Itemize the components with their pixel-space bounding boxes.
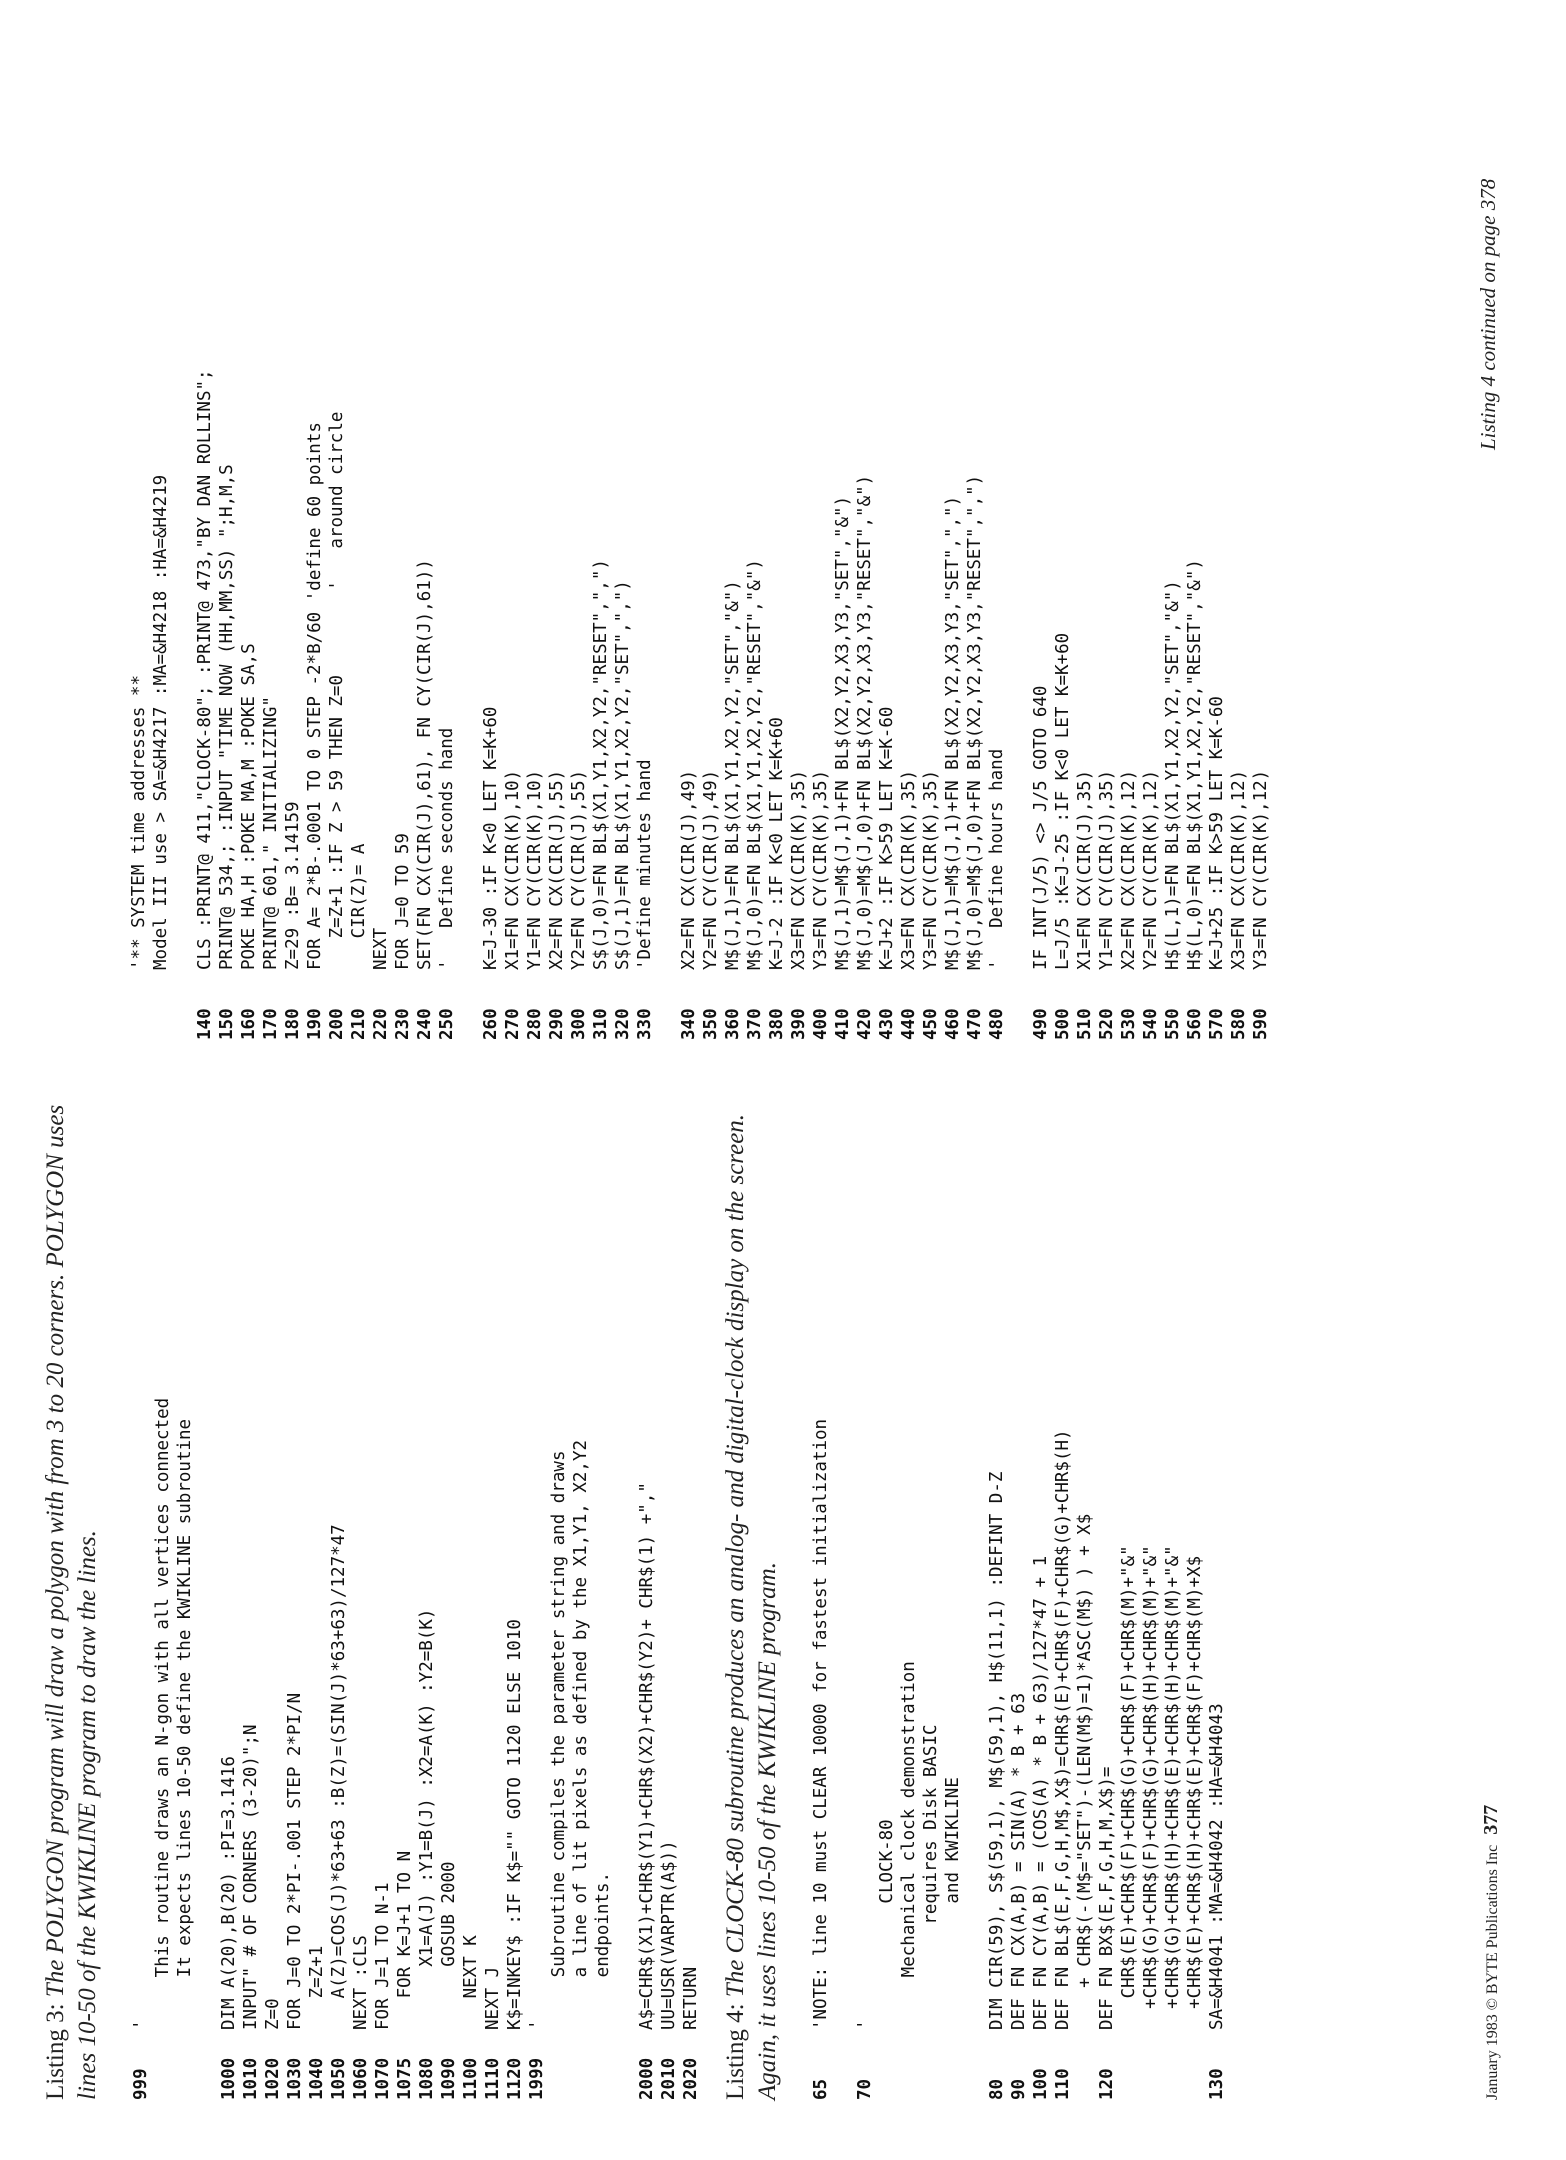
code-line [326,369,348,1040]
code-line [942,369,964,1040]
line-number: 570 [1207,1008,1227,1040]
line-code: X1=FN CX(CIR(J),35) [1075,769,1095,970]
code-line [460,1398,482,2100]
code-line [172,369,194,1040]
line-code: Model III use > SA=&H4217 :MA=&H4218 :HA=&H4219 [151,474,171,970]
line-number: 160 [239,1008,259,1040]
line-number: 480 [987,1008,1007,1040]
code-line [854,369,876,1040]
line-code: K=J-2 :IF K<0 LET K=K+60 [767,717,787,970]
code-line [920,1419,942,2100]
code-line [810,369,832,1040]
line-number: 1075 [395,2057,415,2100]
line-code: ' Define seconds hand [437,727,457,970]
line-code: H$(L,0)=FN BL$(X1,Y1,X2,Y2,"RESET","&") [1185,559,1205,970]
code-line [1140,1419,1162,2100]
line-number: 1010 [241,2057,261,2100]
code-line [1140,369,1162,1040]
line-number: 90 [1009,2078,1029,2100]
line-number: 430 [877,1008,897,1040]
line-code: DEF FN CY(A,B) = (COS(A) * B + 63)/127*47 + 1 [1031,1555,1051,2030]
line-number: 1999 [527,2057,547,2100]
code-line [218,1398,240,2100]
line-code: CHR$(E)+CHR$(F)+CHR$(G)+CHR$(F)+CHR$(M)+"&" [1119,1545,1139,2030]
code-line [1052,369,1074,1040]
code-line [832,1419,854,2100]
code-line [216,369,238,1040]
line-number: 510 [1075,1008,1095,1040]
line-number: 320 [613,1008,633,1040]
line-code: +CHR$(E)+CHR$(H)+CHR$(E)+CHR$(F)+CHR$(M)+X$ [1185,1555,1205,2030]
continued-note: Listing 4 continued on page 378 [1476,178,1500,450]
line-number: 1000 [219,2057,239,2100]
line-number: 380 [767,1008,787,1040]
line-code: GOSUB 2000 [439,1861,459,2030]
line-number: 530 [1119,1008,1139,1040]
code-line [1206,369,1228,1040]
code-line [526,1398,548,2100]
code-line [196,1398,218,2100]
code-line [876,1419,898,2100]
code-line [1008,1419,1030,2100]
code-line [678,369,700,1040]
line-code: DEF FN BL$(E,F,G,H,M$,X$)=CHR$(E)+CHR$(F)+CHR$(G)+CHR$(H) [1053,1429,1073,2030]
code-line [1096,1419,1118,2100]
code-line [128,369,150,1040]
line-number: 270 [503,1008,523,1040]
code-line [1052,1419,1074,2100]
line-code: M$(J,1)=FN BL$(X1,Y1,X2,Y2,"SET","&") [723,580,743,970]
page-number: 377 [1480,1804,1502,1835]
line-code: ' Define hours hand [987,748,1007,970]
line-code: Subroutine compiles the parameter string and draws [549,1450,569,2030]
line-code: Y3=FN CY(CIR(K),12) [1251,769,1271,970]
code-line [722,369,744,1040]
code-line [898,1419,920,2100]
line-code: It expects lines 10-50 define the KWIKLINE subroutine [175,1418,195,2030]
code-line [240,1398,262,2100]
line-number: 390 [789,1008,809,1040]
line-code: S$(J,0)=FN BL$(X1,Y1,X2,Y2,"RESET",",") [591,559,611,970]
line-code: M$(J,1)=M$(J,1)+FN BL$(X2,Y2,X3,Y3,"SET","&") [833,495,853,970]
line-code: Z=0 [263,1998,283,2030]
listing4-code-right [128,369,1272,1040]
code-line [1228,369,1250,1040]
code-line [284,1398,306,2100]
code-line [394,1398,416,2100]
code-line [1074,369,1096,1040]
line-number: 1070 [373,2057,393,2100]
code-line [964,1419,986,2100]
code-line [372,1398,394,2100]
line-code: X2=FN CX(CIR(J),55) [547,769,567,970]
line-code: NEXT :CLS [351,1935,371,2030]
line-code: M$(J,0)=M$(J,0)+FN BL$(X2,Y2,X3,Y3,"RESET",",") [965,474,985,970]
listing4-caption-body: The CLOCK-80 subroutine produces an analog- and digital-clock display on the screen. Again, it uses lines 10-50 of the KWIKLINE program. [722,1113,781,2100]
line-code: K=J-30 :IF K<0 LET K=K+60 [481,706,501,970]
code-line [348,369,370,1040]
code-line [546,369,568,1040]
line-code: NEXT J [483,1966,503,2030]
line-code: M$(J,0)=M$(J,0)+FN BL$(X2,Y2,X3,Y3,"RESET","&") [855,474,875,970]
line-code: and KWIKLINE [943,1777,963,2030]
line-number: 260 [481,1008,501,1040]
line-number: 140 [195,1008,215,1040]
line-code: NEXT K [461,1935,481,2030]
page-footer [1480,1805,1503,2100]
line-code: IF INT(J/5) <> J/5 GOTO 640 [1031,685,1051,970]
code-line [832,369,854,1040]
line-number: 180 [283,1008,303,1040]
line-code: FOR K=J+1 TO N [395,1850,415,2030]
line-number: 2020 [681,2057,701,2100]
line-code: M$(J,1)=M$(J,1)+FN BL$(X2,Y2,X3,Y3,"SET",",") [943,495,963,970]
issue-line: January 1983 © BYTE Publications Inc [1484,1844,1501,2100]
line-number: 1020 [263,2057,283,2100]
line-number: 580 [1229,1008,1249,1040]
listing4-code-left [810,1419,1228,2100]
code-line [986,1419,1008,2100]
code-line [436,369,458,1040]
line-code: SA=&H4041 :MA=&H4042 :HA=&H4043 [1207,1703,1227,2030]
code-line [504,1398,526,2100]
line-number: 170 [261,1008,281,1040]
line-number: 220 [371,1008,391,1040]
line-code: M$(J,0)=FN BL$(X1,Y1,X2,Y2,"RESET","&") [745,559,765,970]
listing3-caption-prefix: Listing 3: [42,2003,69,2100]
line-number: 1110 [483,2057,503,2100]
line-code: UU=USR(VARPTR(A$)) [659,1840,679,2030]
code-line [614,1398,636,2100]
line-number: 470 [965,1008,985,1040]
line-number: 330 [635,1008,655,1040]
line-code: Y3=FN CY(CIR(K),35) [811,769,831,970]
code-line [680,1398,702,2100]
line-code: ' [131,2019,151,2030]
line-number: 100 [1031,2068,1051,2100]
line-number: 1080 [417,2057,437,2100]
line-code: DEF FN BX$(E,F,G,H,M,X$)= [1097,1766,1117,2030]
code-line [152,1398,174,2100]
line-code: + CHR$(-(M$="SET")-(LEN(M$)=1)*ASC(M$) ) + X$ [1075,1513,1095,2030]
line-code: Z=29 :B= 3.14159 [283,801,303,970]
line-number: 550 [1163,1008,1183,1040]
line-code: X1=A(J) :Y1=B(J) :X2=A(K) :Y2=B(K) [417,1608,437,2030]
line-code: K=J+25 :IF K>59 LET K=K-60 [1207,696,1227,970]
code-line [942,1419,964,2100]
code-line [392,369,414,1040]
line-code: FOR J=1 TO N-1 [373,1882,393,2030]
code-line [1096,369,1118,1040]
line-code: X3=FN CX(CIR(K),35) [899,769,919,970]
code-line [854,1419,876,2100]
code-line [1162,369,1184,1040]
code-line [700,369,722,1040]
line-code: X3=FN CX(CIR(K),35) [789,769,809,970]
line-number: 1060 [351,2057,371,2100]
line-code: CLOCK-80 [877,1819,897,2030]
line-number: 999 [131,2068,151,2100]
code-line [350,1398,372,2100]
code-line [174,1398,196,2100]
line-number: 65 [811,2078,831,2100]
line-code: DEF FN CX(A,B) = SIN(A) * B + 63 [1009,1692,1029,2030]
line-number: 540 [1141,1008,1161,1040]
line-code: 'Define minutes hand [635,759,655,970]
code-line [150,369,172,1040]
listing4-caption-prefix: Listing 4: [722,2003,749,2100]
code-line [1206,1419,1228,2100]
line-code: FOR A= 2*B-.0001 TO 0 STEP -2*B/60 'define 60 points [305,422,325,970]
listing4-caption [720,1060,784,2100]
line-number: 310 [591,1008,611,1040]
line-code: This routine draws an N-gon with all vertices connected [153,1397,173,2030]
code-line [898,369,920,1040]
code-line [1030,369,1052,1040]
line-code: A$=CHR$(X1)+CHR$(Y1)+CHR$(X2)+CHR$(Y2)+ CHR$(1) +"," [637,1482,657,2030]
line-number: 350 [701,1008,721,1040]
line-number: 490 [1031,1008,1051,1040]
code-line [634,369,656,1040]
line-code: K=J+2 :IF K>59 LET K=K-60 [877,706,897,970]
code-line [458,369,480,1040]
line-code: CLS :PRINT@ 411,"CLOCK-80"; :PRINT@ 473,"BY DAN ROLLINS"; [195,369,215,970]
line-number: 370 [745,1008,765,1040]
line-code: FOR J=0 TO 2*PI-.001 STEP 2*PI/N [285,1692,305,2030]
line-code: 'NOTE: line 10 must CLEAR 10000 for fastest initialization [811,1418,831,2030]
code-line [766,369,788,1040]
code-line [194,369,216,1040]
code-line [876,369,898,1040]
line-number: 1120 [505,2057,525,2100]
line-number: 420 [855,1008,875,1040]
code-line [480,369,502,1040]
code-line [370,369,392,1040]
code-line [438,1398,460,2100]
line-code: ' [527,2019,547,2030]
code-line [1162,1419,1184,2100]
code-line [262,1398,284,2100]
code-line [986,369,1008,1040]
line-number: 1050 [329,2057,349,2100]
line-number: 290 [547,1008,567,1040]
line-code: requires Disk BASIC [921,1724,941,2030]
line-number: 190 [305,1008,325,1040]
line-code: K$=INKEY$ :IF K$="" GOTO 1120 ELSE 1010 [505,1619,525,2030]
code-line [1118,369,1140,1040]
code-line [964,369,986,1040]
line-number: 130 [1207,2068,1227,2100]
code-line [304,369,326,1040]
code-line [612,369,634,1040]
code-line [1030,1419,1052,2100]
code-line [592,1398,614,2100]
code-line [590,369,612,1040]
line-code: endpoints. [593,1871,613,2030]
line-number: 240 [415,1008,435,1040]
line-number: 410 [833,1008,853,1040]
code-line [636,1398,658,2100]
line-number: 210 [349,1008,369,1040]
line-code: X2=FN CX(CIR(J),49) [679,769,699,970]
listing3-caption [40,1060,104,2100]
line-code: Z=Z+1 [307,1945,327,2030]
line-number: 500 [1053,1008,1073,1040]
line-code: INPUT" # OF CORNERS (3-20)";N [241,1724,261,2030]
line-number: 1040 [307,2057,327,2100]
code-line [658,1398,680,2100]
code-line [656,369,678,1040]
line-number: 110 [1053,2068,1073,2100]
line-code: Y3=FN CY(CIR(K),35) [921,769,941,970]
line-number: 70 [855,2078,875,2100]
code-line [416,1398,438,2100]
line-code: '** SYSTEM time addresses ** [129,674,149,970]
line-code: Y1=FN CY(CIR(J),35) [1097,769,1117,970]
code-line [328,1398,350,2100]
line-number: 1030 [285,2057,305,2100]
line-number: 450 [921,1008,941,1040]
line-code: H$(L,1)=FN BL$(X1,Y1,X2,Y2,"SET","&") [1163,580,1183,970]
line-number: 300 [569,1008,589,1040]
code-line [920,369,942,1040]
line-number: 560 [1185,1008,1205,1040]
code-line [810,1419,832,2100]
line-code: Y1=FN CY(CIR(K),10) [525,769,545,970]
line-code: Y2=FN CY(CIR(J),49) [701,769,721,970]
line-code: +CHR$(G)+CHR$(H)+CHR$(E)+CHR$(H)+CHR$(M)+"&" [1163,1545,1183,2030]
code-line [524,369,546,1040]
line-code: PRINT@ 534,; :INPUT "TIME NOW (HH,MM,SS) ";H,M,S [217,464,237,970]
line-code: X3=FN CX(CIR(K),12) [1229,769,1249,970]
code-line [744,369,766,1040]
line-number: 590 [1251,1008,1271,1040]
line-code: DIM A(20),B(20) :PI=3.1416 [219,1756,239,2030]
code-line [260,369,282,1040]
code-line [1118,1419,1140,2100]
line-number: 2010 [659,2057,679,2100]
listing3-caption-body: The POLYGON program will draw a polygon with from 3 to 20 corners. POLYGON uses lines 10-50 of the KWIKLINE program to draw the lines. [42,1104,101,2100]
line-number: 340 [679,1008,699,1040]
code-line [1008,369,1030,1040]
line-code: POKE HA,H :POKE MA,M :POKE SA,S [239,643,259,970]
code-line [570,1398,592,2100]
line-number: 2000 [637,2057,657,2100]
line-code: A(Z)=COS(J)*63+63 :B(Z)=(SIN(J)*63+63)/127*47 [329,1524,349,2030]
line-number: 230 [393,1008,413,1040]
line-code: Y2=FN CY(CIR(K),12) [1141,769,1161,970]
line-code: Z=Z+1 :IF Z > 59 THEN Z=0 ' around circle [327,411,347,970]
code-line [568,369,590,1040]
line-code: a line of lit pixels as defined by the X1,Y1, X2,Y2 [571,1439,591,2030]
line-code: X1=FN CX(CIR(K),10) [503,769,523,970]
line-code: S$(J,1)=FN BL$(X1,Y1,X2,Y2,"SET",",") [613,580,633,970]
line-number: 460 [943,1008,963,1040]
line-code: Y2=FN CY(CIR(J),55) [569,769,589,970]
code-line [306,1398,328,2100]
line-code: FOR J=0 TO 59 [393,833,413,970]
line-code: X2=FN CX(CIR(K),12) [1119,769,1139,970]
code-line [1184,369,1206,1040]
code-line [130,1398,152,2100]
code-line [502,369,524,1040]
code-line [282,369,304,1040]
line-number: 440 [899,1008,919,1040]
line-code: +CHR$(G)+CHR$(F)+CHR$(G)+CHR$(H)+CHR$(M)+"&" [1141,1545,1161,2030]
code-line [414,369,436,1040]
line-number: 360 [723,1008,743,1040]
line-code: PRINT@ 601," INITIALIZING" [261,696,281,970]
line-number: 400 [811,1008,831,1040]
line-code: ' [855,2019,875,2030]
line-number: 200 [327,1008,347,1040]
code-line [1250,369,1272,1040]
line-code: CIR(Z)= A [349,843,369,970]
line-number: 120 [1097,2068,1117,2100]
code-line [1184,1419,1206,2100]
line-code: SET(FN CX(CIR(J),61), FN CY(CIR(J),61)) [415,559,435,970]
code-line [238,369,260,1040]
line-number: 1100 [461,2057,481,2100]
line-number: 80 [987,2078,1007,2100]
listing3-code [130,1398,702,2100]
line-code: L=J/5 :K=J-25 :IF K<0 LET K=K+60 [1053,632,1073,970]
line-number: 280 [525,1008,545,1040]
line-code: NEXT [371,927,391,970]
code-line [548,1398,570,2100]
code-line [788,369,810,1040]
line-number: 150 [217,1008,237,1040]
line-number: 520 [1097,1008,1117,1040]
code-line [482,1398,504,2100]
line-code: RETURN [681,1966,701,2030]
line-code: DIM CIR(59), S$(59,1), M$(59,1), H$(11,1) :DEFINT D-Z [987,1471,1007,2030]
line-number: 250 [437,1008,457,1040]
line-code: Mechanical clock demonstration [899,1661,919,2030]
line-number: 1090 [439,2057,459,2100]
code-line [1074,1419,1096,2100]
